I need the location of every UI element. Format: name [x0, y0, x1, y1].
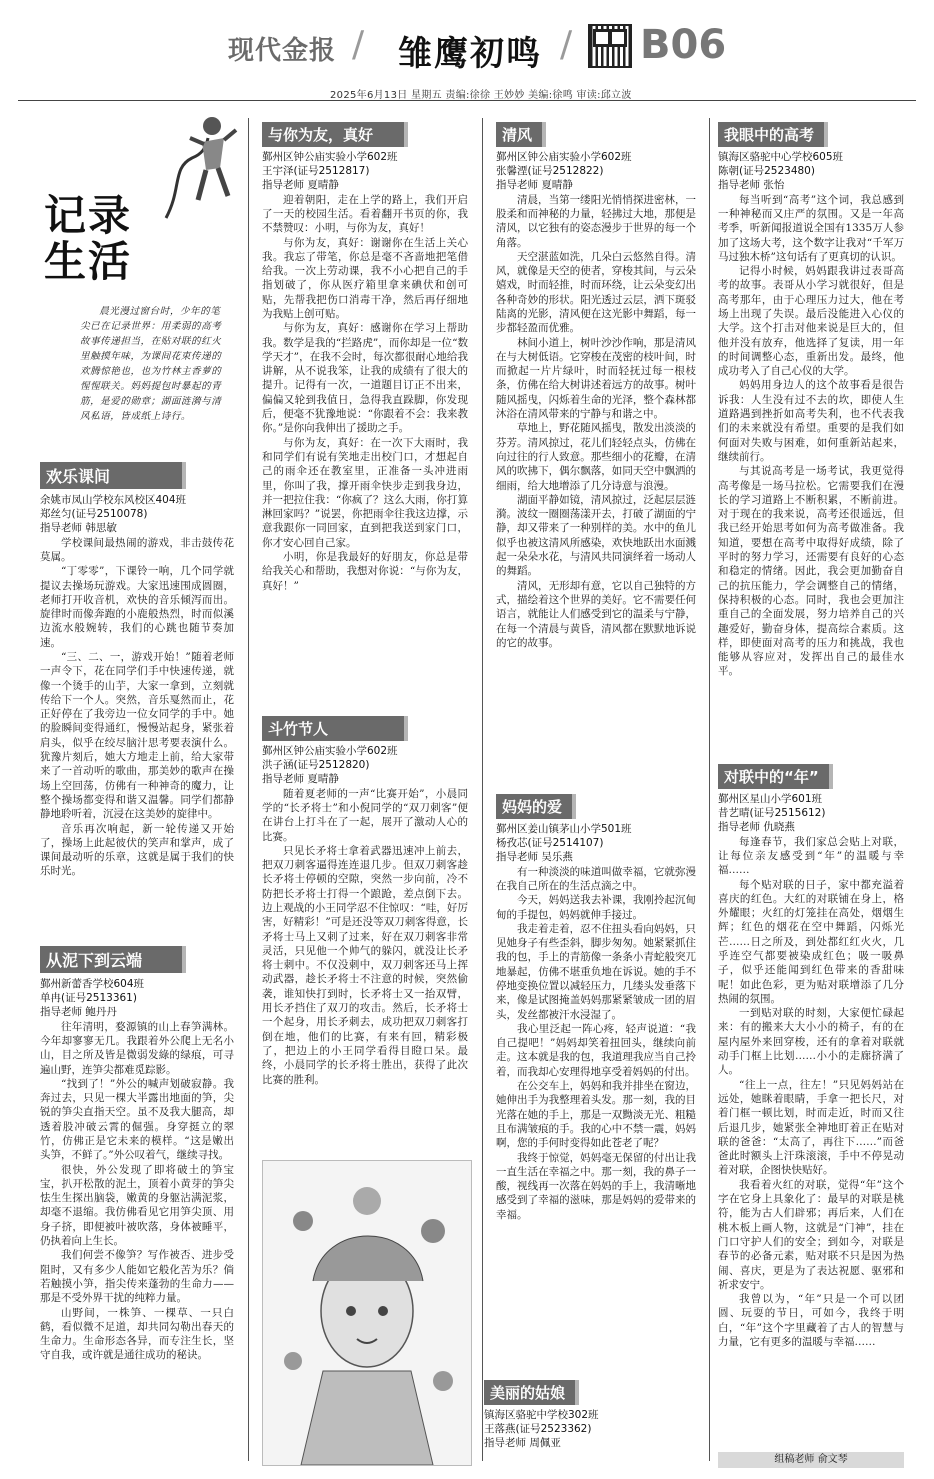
- paragraph: 学校课间最热闹的游戏，非击鼓传花莫属。: [40, 536, 234, 563]
- paragraph: 天空湛蓝如洗，几朵白云悠然自得。清风，就像是天空的使者，穿梭其间，与云朵嬉戏，时而轻推，时而环绕，让云朵变幻出各种奇妙的形状。阳光透过云层，洒下斑驳陆离的光影，清风便在这光影中舞蹈，每一步都轻盈而优雅。: [496, 250, 696, 335]
- article-title: 与你为友，真好: [262, 122, 408, 147]
- paragraph: “三、二、一，游戏开始！”随着老师一声令下，花在同学们手中快速传递，就像一个烫手的山芋，大家一拿到，立刻就传给下一个人。突然，音乐戛然而止，花正好停在了我旁边一位女同学的手中。她的脸瞬间变得通红，慢慢站起身，紧张着肩头，似乎在绞尽脑汁思考要表演什么。犹豫片刻后，她大方地走上前，给大家带来了一首动听的歌曲，那美妙的歌声在操场上空回荡，仿佛有一种神奇的魔力，让整个操场都变得和谐又温馨。同学们都静静地聆听着，沉浸在这美妙的旋律中。: [40, 650, 234, 821]
- teacher: 指导老师 韩思敏: [40, 522, 117, 535]
- paragraph: 湖面平静如镜，清风掠过，泛起层层涟漪。波纹一圈圈荡漾开去，打破了湖面的宁静，却又带来了一种别样的美。水中的鱼儿似乎也被这清风所感染，欢快地跃出水面溅起一朵朵水花，与清风共同演绎着一场动人的舞蹈。: [496, 493, 696, 578]
- author: 昔艺晴(证号2515612): [718, 807, 826, 820]
- school: 鄞州区姜山镇茅山小学501班: [496, 823, 632, 835]
- teacher: 指导老师 夏晴静: [262, 773, 339, 786]
- paragraph: 我们何尝不像笋？写作被否、进步受阻时，又有多少人能如它般化苦为乐？倘若触摸小笋，指尖传来蓬勃的生命力——那是不受外界干扰的纯粹力量。: [40, 1249, 234, 1305]
- paragraph: 只见长矛将士拿着武器迅速冲上前去，把双刀刺客逼得连连退几步。但双刀刺客趁长矛将士停顿的空隙，突然一步向前，冷不防把长矛将士打得一个踉跄，差点倒下去。边上观战的小王同学忍不住惊叹：“哇，好厉害，好精彩！”可是还没等双刀刺客得意，长矛将士马上又刺了过来，好在双刀刺客非常灵活，只见他一个帅气的躲闪，就没让长矛将士刺中。不仅没刺中，双刀刺客还马上挥动武器，趁长矛将士不注意的时候，突然偷袭，谁知快打到时，长矛将士又一抬双臂，用长矛挡住了双刀的攻击。然后，长矛将士一个起身，用长矛刺去，成功把双刀刺客打倒在地，他们的比赛，有来有回，精彩极了，把边上的小王同学看得目瞪口呆。最终，小晨同学的长矛将士胜出，获得了此次比赛的胜利。: [262, 844, 468, 1086]
- article-title: 欢乐课间: [40, 462, 186, 489]
- author: 王宇泽(证号2512817): [262, 165, 370, 178]
- article-mud-to-cloud: [40, 946, 234, 1363]
- paragraph: 音乐再次响起，新一轮传递又开始了，操场上此起彼伏的笑声和掌声，成了课间最动听的乐章，这就是属于我们的快乐时光。: [40, 822, 234, 878]
- teacher: 指导老师 张怡: [718, 179, 785, 192]
- paragraph: 林间小道上，树叶沙沙作响，那是清风在与大树低语。它穿梭在茂密的枝叶间，时而掀起一片片绿叶，时而轻抚过每一根枝条，仿佛在给大树讲述着远方的故事。树叶随风摇曳，闪烁着生命的光泽，整个森林都沐浴在清风带来的宁静与和谐之中。: [496, 336, 696, 421]
- teacher: 指导老师 鲍丹丹: [40, 1006, 117, 1019]
- masthead-divider: /: [352, 24, 365, 65]
- side-intro: 晨光漫过窗台时，少年的笔尖已在记录世界：用柔弱的高考故事传递担当，在贴对联的红火里触摸年味，为课间花束传递的欢腾惊艳也，也为竹林主香萝的惺惺联关。妈妈提包时暴起的青筋，是爱的勋章；湖面涟漪与清风私语，皆成纸上诗行。: [80, 306, 222, 422]
- paragraph: 很快，外公发现了即将破土的笋宝宝，扒开松散的泥土，顶着小黄芽的笋尖怯生生探出脑袋，嫩黄的身躯沾满泥浆，却毫不退缩。我仿佛看见它用笋尖顶、用身子挤，即便被叶被吹落，身体被睡平，仍执着向上生长。: [40, 1163, 234, 1248]
- paragraph: 在公交车上，妈妈和我并排坐在窗边，她伸出手为我整理着头发。那一刻，我的目光落在她的手上，那是一双黝淡无光、粗糙且布满皱痕的手。我的心中不禁一震，妈妈啊，您的手何时变得如此苍老了呢？: [496, 1080, 696, 1150]
- paragraph: 清晨，当第一缕阳光悄悄探进密林，一股柔和而神秘的力量，轻拂过大地，那便是清风，以它独有的姿态漫步于世界的每一个角落。: [496, 193, 696, 249]
- school: 鄞州新蕾香学校604班: [40, 978, 145, 990]
- article-bamboo-figures: [262, 716, 468, 1087]
- article-friendship: [262, 122, 468, 593]
- article-beautiful-girl: [484, 1380, 694, 1451]
- teacher: 指导老师 周佩亚: [484, 1437, 561, 1450]
- school: 鄞州区钟公庙实验小学602班: [262, 151, 398, 163]
- paragraph: 记得小时候，妈妈跟我讲过表哥高考的故事。表哥从小学习就很好，但是高考那年，由于心理压力过大，他在考场上出现了失误。最后没能进入心仪的大学。这个打击对他来说是巨大的，但他并没有放弃，他选择了复读，用一年的时间调整心态，重新出发。最终，他成功考入了自己心仪的大学。: [718, 265, 904, 378]
- school: 镇海区骆驼中学校302班: [484, 1409, 599, 1421]
- paragraph: 我走着走着，忍不住扭头看向妈妈，只见她身子有些歪斜，脚步匆匆。她紧紧抓住我的包，手上的青筋像一条条小青蛇般突兀地暴起，仿佛不堪重负地在诉说。她的手不停地变换位置以减轻压力，几缕头发垂落下来，像是试图掩盖妈妈那紧紧皱成一团的眉头，发丝都被汗水浸湿了。: [496, 922, 696, 1021]
- article-gaokao: [718, 122, 904, 679]
- school: 鄞州区钟公庙实验小学602班: [496, 151, 632, 163]
- paragraph: “往上一点，往左！”只见妈妈站在远处，她眯着眼睛，手拿一把长尺，对着门框一顿比划，时而走近，时而又往后退几步，她紧张全神地盯着正在贴对联的爸爸：“太高了，再往下……”而爸爸此时额头上汗珠滚滚，手中不停晃动着对联，企图快快贴好。: [718, 1078, 904, 1177]
- article-title: 我眼中的高考: [718, 122, 828, 147]
- paragraph: 随着夏老师的一声“比赛开始”，小晨同学的“长矛将士”和小倪同学的“双刀刺客”便在讲台上打斗在了一起，展开了激动人心的比赛。: [262, 787, 468, 843]
- paragraph: 每逢春节，我们家总会贴上对联，让每位亲友感受到“年”的温暖与幸福……: [718, 835, 904, 877]
- author: 王落燕(证号2523362): [484, 1423, 592, 1436]
- article-title: 从泥下到云端: [40, 946, 186, 973]
- article-title: 美丽的姑娘: [484, 1380, 579, 1405]
- paragraph: 山野间，一株笋、一棵草、一只白鹤，看似微不足道，却共同勾勒出春天的生命力。生命形态各异，而专注生长，坚守自我，或许就是通往成功的秘诀。: [40, 1306, 234, 1362]
- paragraph: 与你为友，真好：在一次下大雨时，我和同学们有说有笑地走出校门口，才想起自己的雨伞还在教室里，正准备一头冲进雨里，你叫了我，撑开雨伞快步走到我身边，并一把拉住我：“你疯了？这么大雨，你打算淋回家吗？”说罢，你把雨伞往我这边撑，示意我跟你一同回家，直到把我送到家门口，你才安心回自己家。: [262, 436, 468, 549]
- article-title: 妈妈的爱: [496, 794, 576, 819]
- paragraph: 清风，无形却有意，它以自己独特的方式，描绘着这个世界的美好。它不需要任何语言，就能让人们感受到它的温柔与宁静，在每一个清晨与黄昏，清风都在默默地诉说的它的故事。: [496, 579, 696, 649]
- author: 郑丝匀(证号2510078): [40, 508, 148, 521]
- paragraph: 与你为友，真好：感谢你在学习上帮助我。数学是我的“拦路虎”，而你却是一位“数学天才”，在我不会时，每次都很耐心地给我讲解，从不说我笨，让我的成绩有了很大的提升。记得有一次，一道题目订正不出来，偏偏又轮到我值日，急得我直跺脚，你发现后，便毫不犹豫地说：“你跟着不会：我来教你。”是你向我伸出了援助之手。: [262, 322, 468, 435]
- paragraph: “找到了！”外公的喊声划破寂静。我奔过去，只见一棵大半露出地面的笋，尖锐的笋尖直指天空。虽不及我大腿高，却透着股冲破云霄的倔强。身穿挺立的翠竹，仿佛正是它未来的模样。“这是嫩出头笋，不鲜了。”外公叹着气，继续寻找。: [40, 1077, 234, 1162]
- author: 洪子涵(证号2512820): [262, 759, 370, 772]
- paragraph: 我曾以为，“年”只是一个可以团圆、玩耍的节日，可如今，我终于明白，“年”这个字里藏着了古人的智慧与力量，它有更多的温暖与幸福……: [718, 1293, 904, 1348]
- article-title: 清风: [496, 122, 546, 147]
- article-title: 斗竹节人: [262, 716, 408, 741]
- girl-drawing-illustration-icon: [262, 1160, 472, 1466]
- author: 张馨湮(证号2512822): [496, 165, 604, 178]
- author: 陈朝(证号2523480): [718, 165, 815, 178]
- publication-name: 现代金报: [228, 36, 337, 66]
- paragraph: 一到贴对联的时刻，大家便忙碌起来：有的搬来大大小小的椅子，有的在屋内屋外来回穿梭，还有的拿着对联就动手门框上比划……小小的走廊挤满了人。: [718, 1007, 904, 1077]
- paragraph: 草地上，野花随风摇曳，散发出淡淡的芬芳。清风掠过，花儿们轻轻点头，仿佛在向过往的行人致意。那些细小的花瓣，在清风的吹拂下，偶尔飘落，如同天空中飘洒的细雨，给大地增添了几分诗意与浪漫。: [496, 422, 696, 492]
- column-rule: [709, 118, 710, 1461]
- paragraph: 每个贴对联的日子，家中都充溢着喜庆的红色。大红的对联铺在身上，格外耀眼；火红的灯笼挂在高处，烟烟生辉；红色的烟花在空中舞蹈，闪烁光芒……日之所及，到处都红红火火，几乎连空气都要被染成红色；吸一吸鼻子，似乎还能闻到红色带来的香甜味呢！如此色彩，更为贴对联增添了几分热闹的氛围。: [718, 878, 904, 1005]
- page-number: B06: [640, 22, 727, 68]
- qr-code-icon[interactable]: [588, 24, 632, 68]
- paragraph: 有一种淡淡的味道叫做幸福，它就弥漫在我自己所在的生活点滴之中。: [496, 865, 696, 892]
- school: 鄞州区星山小学601班: [718, 793, 823, 805]
- paragraph: “丁零零”，下课铃一响，几个同学就提议去操场玩游戏。大家迅速围成圆圈，老师打开收音机，欢快的音乐倾泻而出。旋律时而像奔跑的小鹿般热烈，时而似溪边流水般婉转，我们的心跳也随节奏加速。: [40, 565, 234, 649]
- running-boy-illustration-icon: [162, 108, 240, 228]
- paragraph: 与其说高考是一场考试，我更觉得高考像是一场马拉松。它需要我们在漫长的学习道路上不断积累，不断前进。对于现在的我来说，高考还很遥远，但我已经开始思考如何为高考做准备。我知道，要想在高考中取得好成绩，除了平时的努力学习，还需要有良好的心态和稳定的情绪。因此，我会更加勤奋自己的抗压能力，学会调整自己的情绪，保持积极的心态。同时，我也会更加注重自己的全面发展，努力培养自己的兴趣爱好，勤奋身体，提高综合素质。这样，即使面对高考的压力和挑战，我也能够从容应对，发挥出自己的最佳水平。: [718, 465, 904, 678]
- side-title: 记录生活: [44, 191, 133, 286]
- paragraph: 我心里泛起一阵心疼，轻声说道：“我自己提吧！”妈妈却笑着扭回头，继续向前走。这本就是我的包，我道理我应当自己拎着，而我却心安理得地享受着妈妈的付出。: [496, 1022, 696, 1078]
- teacher: 指导老师 夏晴静: [496, 179, 573, 192]
- editor-credit: 组稿老师 俞文琴: [718, 1452, 904, 1468]
- teacher: 指导老师 夏晴静: [262, 179, 339, 192]
- column-rule: [248, 118, 249, 1461]
- article-happy-break: [40, 462, 234, 879]
- article-title: 对联中的“年”: [718, 764, 833, 789]
- column-rule: [482, 118, 483, 1461]
- paragraph: 小明，你是我最好的好朋友，你总是带给我关心和帮助，我想对你说：“与你为友，真好！”: [262, 551, 468, 592]
- paragraph: 妈妈用身边人的这个故事看是很告诉我：人生没有过不去的坎，即使人生道路遇到挫折如高考失利，也不代表我们的未来就没有希望。重要的是我们如何面对失败与困难，如何重新站起来，继续前行。: [718, 379, 904, 463]
- dateline: 2025年6月13日 星期五 责编:徐徐 王妙妙 美编:徐鸣 审读:邱立波: [330, 90, 632, 101]
- author: 单冉(证号2513361): [40, 992, 137, 1005]
- section-title: 雏鹰初鸣: [398, 34, 542, 74]
- paragraph: 迎着朝阳，走在上学的路上，我们开启了一天的校园生活。看着翻开书页的你，我不禁赞叹：小明，与你为友，真好！: [262, 193, 468, 235]
- paragraph: 与你为友，真好：谢谢你在生活上关心我。我忘了带笔，你总是毫不吝啬地把笔借给我。一次上劳动课，我不小心把自己的手指划破了，你从医疗箱里拿来碘伏和创可贴，先帮我把伤口消毒干净，然后再仔细地为我贴上创可贴。: [262, 236, 468, 320]
- teacher: 指导老师 吴乐燕: [496, 851, 573, 864]
- school: 余姚市凤山学校东风校区404班: [40, 494, 187, 506]
- article-breeze: [496, 122, 696, 650]
- article-couplets: [718, 764, 904, 1349]
- header-rule: [18, 100, 916, 101]
- article-mothers-love: [496, 794, 696, 1222]
- paragraph: 每当听到“高考”这个词，我总感到一种神秘而又庄严的氛围。又是一年高考季，听新闻报道说全国有1335万人参加了这场大考，这个数字让我对“千军万马过独木桥”这句话有了更真切的认识。: [718, 193, 904, 263]
- paragraph: 今天，妈妈送我去补课，我刚拎起沉甸甸的手提包，妈妈就伸手接过。: [496, 894, 696, 921]
- paragraph: 我看着火红的对联，觉得“年”这个字在它身上具象化了：最早的对联是桃符，能为古人们辟邪；再后来，人们在桃木板上画人物，这就是“门神”，挂在门口守护人们的安全；到如今，对联是春节的必备元素，贴对联不只是因为热闹、喜庆，更是为了表达祝愿、驱邪和祈求安宁。: [718, 1178, 904, 1291]
- school: 镇海区骆驼中心学校605班: [718, 151, 844, 163]
- masthead-divider: /: [560, 24, 573, 65]
- paragraph: 往年清明，婺源镇的山上春笋满林。今年却寥寥无几。我跟着外公爬上无名小山，目之所及皆是微弱发綠的绿痕，可寻遍山野，连笋尖都难觅踪影。: [40, 1020, 234, 1076]
- school: 鄞州区钟公庙实验小学602班: [262, 745, 398, 757]
- paragraph: 我终于惊觉，妈妈毫无保留的付出让我一直生活在幸福之中。那一刻，我的鼻子一酸，视线再一次落在妈妈的手上，我清晰地感受到了幸福的滋味，那是妈妈的爱带来的幸福。: [496, 1151, 696, 1221]
- author: 杨孜芯(证号2514107): [496, 837, 604, 850]
- teacher: 指导老师 仇晓燕: [718, 821, 795, 834]
